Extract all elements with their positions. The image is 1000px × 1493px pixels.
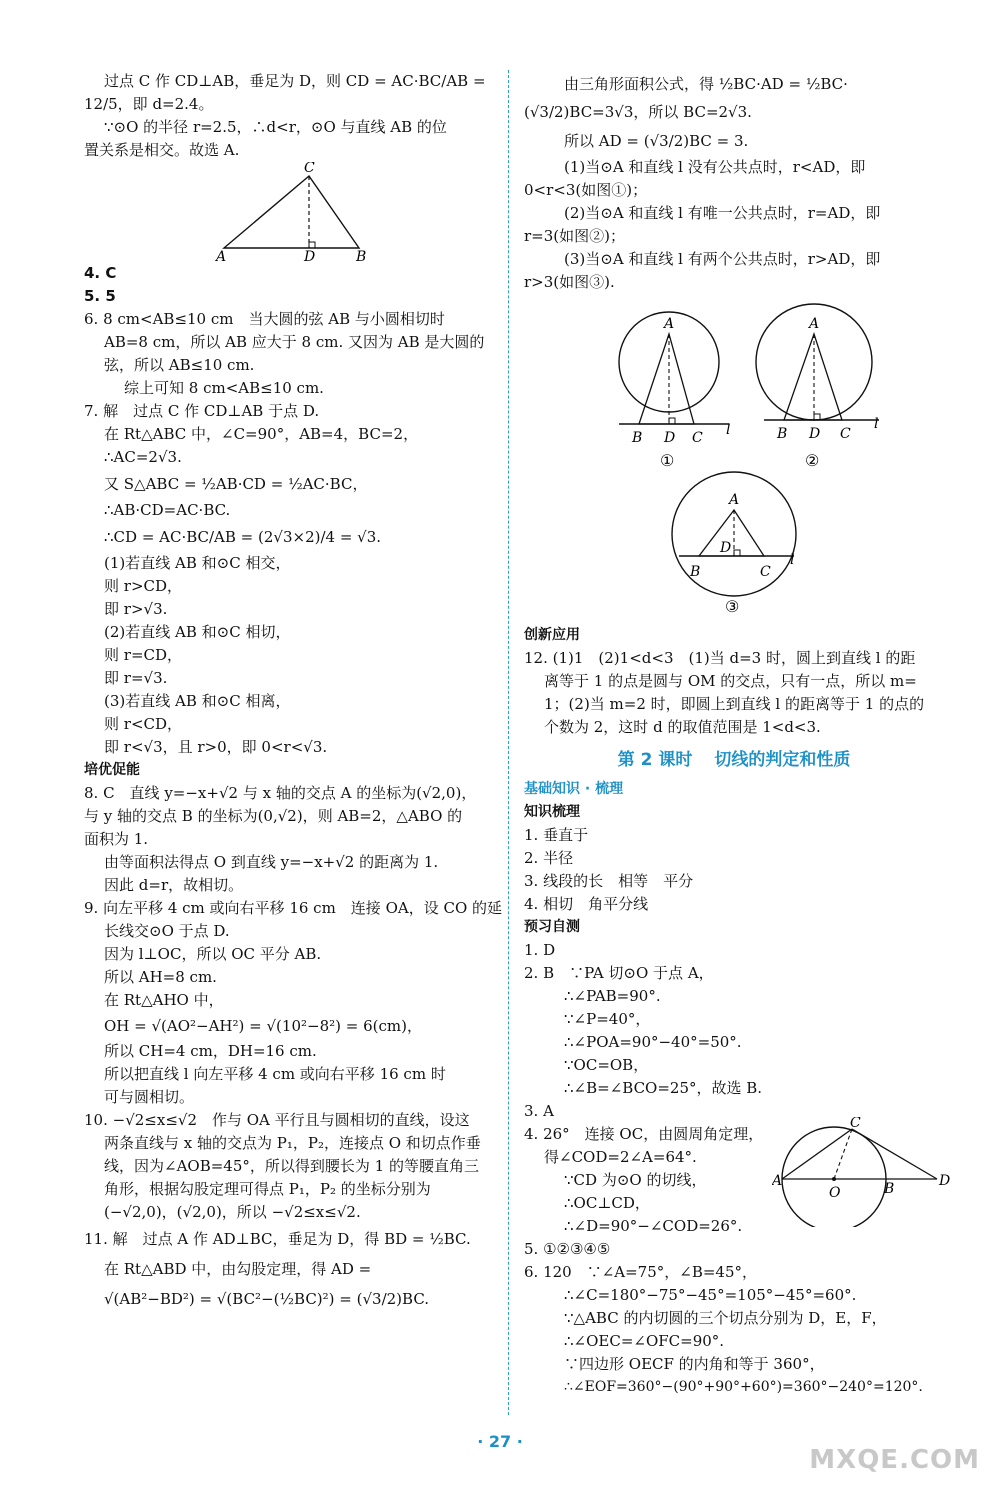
answer-4: 4. C: [84, 264, 117, 282]
fig1-d: D: [664, 430, 676, 446]
text-line: (√3/2)BC=3√3，所以 BC=2√3.: [524, 103, 752, 121]
lesson-number: 第 2 课时: [617, 750, 693, 770]
knowledge-1: 1. 垂直于: [524, 826, 589, 844]
fig3-c: C: [760, 564, 771, 580]
fig1-b: B: [632, 430, 643, 446]
fig2-caption: ②: [805, 451, 820, 470]
text-line: (−√2,0)，(√2,0)，所以 −√2≤x≤√2.: [104, 1203, 361, 1221]
fig2-c: C: [840, 426, 851, 442]
text-line: 在 Rt△ABD 中，由勾股定理，得 AD =: [104, 1260, 372, 1278]
text-line: 则 r<CD，: [104, 715, 183, 733]
text-line: 长线交⊙O 于点 D.: [104, 922, 230, 940]
text-line: ∴∠OEC=∠OFC=90°.: [564, 1332, 725, 1350]
text-line: 得∠COD=2∠A=64°.: [544, 1148, 697, 1166]
text-line: (2)当⊙A 和直线 l 有唯一公共点时，r=AD，即: [564, 204, 881, 222]
text-line: ∵∠P=40°，: [564, 1010, 651, 1028]
text-line: ∵△ABC 的内切圆的三个切点分别为 D，E，F，: [564, 1309, 887, 1327]
text-line: 即 r<√3，且 r>0，即 0<r<√3.: [104, 738, 328, 756]
section-heading: 预习自测: [524, 919, 580, 935]
figure-1: [619, 312, 730, 470]
text-line: 所以 AD = (√3/2)BC = 3.: [564, 132, 749, 150]
section-heading: 培优促能: [84, 762, 140, 778]
fig1-l: l: [726, 422, 731, 438]
text-line: 所以把直线 l 向左平移 4 cm 或向右平移 16 cm 时: [104, 1065, 446, 1083]
answer-9: 9. 向左平移 4 cm 或向右平移 16 cm 连接 OA，设 CO 的延: [84, 899, 503, 917]
text-line: 角形，根据勾股定理可得点 P₁，P₂ 的坐标分别为: [104, 1180, 431, 1198]
text-line: (3)当⊙A 和直线 l 有两个公共点时，r>AD，即: [564, 250, 881, 268]
text-line: ∴OC⊥CD，: [564, 1194, 650, 1212]
text-line: ∴∠D=90°−∠COD=26°.: [564, 1217, 743, 1235]
text-line: (2)若直线 AB 和⊙C 相切，: [104, 623, 291, 641]
text-line: OH = √(AO²−AH²) = √(10²−8²) = 6(cm)，: [104, 1017, 422, 1035]
text-line: 又 S△ABC = ½AB·CD = ½AC·BC，: [104, 475, 368, 493]
fig2-b: B: [777, 426, 788, 442]
fig3-d: D: [720, 540, 732, 556]
preview-4: 4. 26° 连接 OC，由圆周角定理，: [524, 1125, 764, 1143]
tangent-b: B: [884, 1181, 895, 1197]
triangle-figure-acdb: [84, 162, 494, 262]
text-line: 由三角形面积公式，得 ½BC·AD = ½BC·: [564, 75, 848, 93]
text-line: 则 r=CD，: [104, 646, 183, 664]
section-heading: 知识梳理: [524, 804, 580, 820]
label-a: A: [216, 249, 227, 262]
answer-11: 11. 解 过点 A 作 AD⊥BC，垂足为 D，得 BD = ½BC.: [84, 1230, 471, 1248]
figure-2: [756, 304, 879, 470]
label-b: B: [356, 249, 367, 262]
text-line: r>3(如图③).: [524, 273, 615, 291]
text-line: 个数为 2，这时 d 的取值范围是 1<d<3.: [544, 718, 821, 736]
answer-5: 5. 5: [84, 287, 116, 305]
preview-1: 1. D: [524, 941, 556, 959]
tangent-a: A: [772, 1173, 783, 1189]
text-line: 与 y 轴的交点 B 的坐标为(0,√2)，则 AB=2，△ABO 的: [84, 807, 463, 825]
answer-8: 8. C 直线 y=−x+√2 与 x 轴的交点 A 的坐标为(√2,0)，: [84, 784, 477, 802]
tangent-figure: [772, 1117, 952, 1227]
text-line: 可与圆相切。: [104, 1088, 195, 1106]
circle-line-figures: [524, 294, 944, 624]
fig3-caption: ③: [725, 597, 740, 616]
text-line: 离等于 1 的点是圆与 OM 的交点，只有一点，所以 m=: [544, 672, 917, 690]
text-line: ∵四边形 OECF 的内角和等于 360°，: [564, 1355, 825, 1373]
fig3-b: B: [690, 564, 701, 580]
text-line: ∴∠B=∠BCO=25°，故选 B.: [564, 1079, 763, 1097]
answer-6: 6. 8 cm<AB≤10 cm 当大圆的弦 AB 与小圆相切时: [84, 310, 445, 328]
knowledge-4: 4. 相切 角平分线: [524, 895, 649, 913]
text-line: 置关系是相交。故选 A.: [84, 141, 240, 159]
figure-3: [672, 472, 796, 616]
answer-12: 12. (1)1 (2)1<d<3 (1)当 d=3 时，圆上到直线 l 的距: [524, 649, 916, 667]
text-line: 面积为 1.: [84, 830, 149, 848]
tangent-o: O: [829, 1185, 841, 1201]
knowledge-3: 3. 线段的长 相等 平分: [524, 872, 694, 890]
fig3-a: A: [729, 492, 740, 508]
text-line: 弦，所以 AB≤10 cm.: [104, 356, 255, 374]
section-heading: 创新应用: [524, 627, 580, 643]
preview-3: 3. A: [524, 1102, 554, 1120]
text-line: 因此 d=r，故相切。: [104, 876, 244, 894]
text-line: 所以 CH=4 cm，DH=16 cm.: [104, 1042, 317, 1060]
left-column: [84, 70, 503, 1314]
text-line: 12/5，即 d=2.4。: [84, 95, 214, 113]
page-number: · 27 ·: [477, 1432, 523, 1451]
text-line: 在 Rt△ABC 中，∠C=90°，AB=4，BC=2，: [104, 425, 419, 443]
text-line: 即 r>√3.: [104, 600, 168, 618]
tangent-d: D: [939, 1173, 951, 1189]
tangent-c: C: [850, 1117, 861, 1131]
text-line: 所以 AH=8 cm.: [104, 968, 217, 986]
text-line: ∴∠C=180°−75°−45°=105°−45°=60°.: [564, 1286, 857, 1304]
fig2-l: l: [874, 416, 879, 432]
text-line: AB=8 cm，所以 AB 应大于 8 cm. 又因为 AB 是大圆的: [104, 333, 485, 351]
watermark: MXQE.COM: [809, 1445, 980, 1475]
right-column: [524, 70, 951, 1399]
answer-10: 10. −√2≤x≤√2 作与 OA 平行且与圆相切的直线，设这: [84, 1111, 470, 1129]
text-line: ∵CD 为⊙O 的切线，: [564, 1171, 707, 1189]
text-line: √(AB²−BD²) = √(BC²−(½BC)²) = (√3/2)BC.: [104, 1290, 430, 1308]
text-line: ∴∠EOF=360°−(90°+90°+60°)=360°−240°=120°.: [564, 1379, 923, 1395]
text-line: ∵OC=OB，: [564, 1056, 649, 1074]
section-heading-blue: 基础知识 · 梳理: [524, 781, 624, 797]
text-line: (3)若直线 AB 和⊙C 相离，: [104, 692, 291, 710]
text-line: 则 r>CD，: [104, 577, 183, 595]
column-divider: [508, 70, 509, 1415]
text-line: ∴CD = AC·BC/AB = (2√3×2)/4 = √3.: [104, 528, 382, 546]
preview-2: 2. B ∵PA 切⊙O 于点 A，: [524, 964, 714, 982]
text-line: 因为 l⊥OC，所以 OC 平分 AB.: [104, 945, 322, 963]
text-line: 线，因为∠AOB=45°，所以得到腰长为 1 的等腰直角三: [104, 1157, 479, 1175]
text-line: 综上可知 8 cm<AB≤10 cm.: [124, 379, 324, 397]
text-line: 即 r=√3.: [104, 669, 168, 687]
text-line: ∴∠POA=90°−40°=50°.: [564, 1033, 742, 1051]
text-line: 两条直线与 x 轴的交点为 P₁，P₂，连接点 O 和切点作垂: [104, 1134, 481, 1152]
label-c: C: [304, 162, 315, 176]
text-line: 1；(2)当 m=2 时，即圆上到直线 l 的距离等于 1 的点的: [544, 695, 925, 713]
label-d: D: [304, 249, 316, 262]
fig2-d: D: [809, 426, 821, 442]
text-line: 在 Rt△AHO 中，: [104, 991, 224, 1009]
answer-7: 7. 解 过点 C 作 CD⊥AB 于点 D.: [84, 402, 320, 420]
text-line: (1)当⊙A 和直线 l 没有公共点时，r<AD，即: [564, 158, 866, 176]
lesson-name: 切线的判定和性质: [714, 750, 851, 770]
text-line: (1)若直线 AB 和⊙C 相交，: [104, 554, 291, 572]
text-line: ∵⊙O 的半径 r=2.5，∴d<r，⊙O 与直线 AB 的位: [104, 118, 447, 136]
preview-6: 6. 120 ∵∠A=75°，∠B=45°，: [524, 1263, 758, 1281]
fig1-c: C: [692, 430, 703, 446]
text-line: ∴AC=2√3.: [104, 448, 182, 466]
text-line: ∴AB·CD=AC·BC.: [104, 501, 231, 519]
text-line: r=3(如图②)；: [524, 227, 625, 245]
text-line: ∴∠PAB=90°.: [564, 987, 661, 1005]
preview-5: 5. ①②③④⑤: [524, 1240, 611, 1258]
text-line: 0<r<3(如图①)；: [524, 181, 648, 199]
lesson-title: [524, 745, 944, 775]
knowledge-2: 2. 半径: [524, 849, 574, 867]
fig3-l: l: [790, 552, 795, 568]
fig1-a: A: [664, 316, 675, 332]
text-line: 过点 C 作 CD⊥AB，垂足为 D，则 CD = AC·BC/AB =: [104, 72, 486, 90]
fig2-a: A: [809, 316, 820, 332]
text-line: 由等面积法得点 O 到直线 y=−x+√2 的距离为 1.: [104, 853, 439, 871]
fig1-caption: ①: [660, 451, 675, 470]
